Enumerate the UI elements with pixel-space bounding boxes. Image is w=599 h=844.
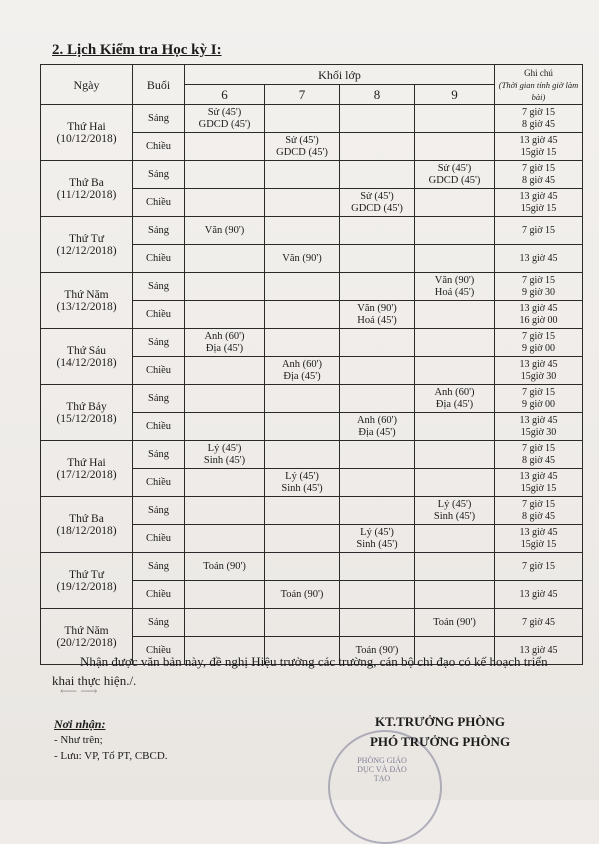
subject-entry: Toán (90') [355,644,399,656]
day-date: (13/12/2018) [56,300,117,313]
subject-cell-g6 [185,357,265,385]
time-note-cell [495,497,583,525]
subject-cell-g9 [415,161,495,189]
subject-cell-g8 [340,385,415,413]
day-name: Thứ Năm [64,624,109,637]
subject-cell-g7 [265,105,340,133]
subject-entry: Văn (90') [204,224,245,236]
header-note-sub: (Thời gian tính giờ làm bài) [498,79,579,102]
time-note-cell [495,301,583,329]
subject-cell-g8 [340,273,415,301]
subject-cell-g6 [185,497,265,525]
subject-entry: Anh (60') [204,330,245,342]
time-note-cell [495,553,583,581]
time-entry: 13 giờ 45 [519,414,558,426]
header-note [495,65,583,105]
subject-entry: Sử (45') [437,162,472,174]
session-cell: Sáng [133,609,185,637]
subject-entry: Sinh (45') [203,454,246,466]
subject-entry: Lý (45') [207,442,242,454]
time-entry: 7 giờ 15 [521,224,556,236]
table-row [41,329,583,357]
subject-cell-g7 [265,273,340,301]
table-row [41,161,583,189]
subject-cell-g6 [185,189,265,217]
subject-cell-g9 [415,441,495,469]
session-cell: Sáng [133,441,185,469]
time-entry: 15giờ 15 [520,538,557,550]
sign-title-1: KT.TRƯỞNG PHÒNG [375,714,505,729]
subject-cell-g9 [415,273,495,301]
subject-cell-g7 [265,357,340,385]
time-note-cell [495,245,583,273]
day-date: (19/12/2018) [56,580,117,593]
day-cell [41,217,133,273]
time-entry: 13 giờ 45 [519,302,558,314]
session-cell: Chiều [133,189,185,217]
subject-cell-g7 [265,133,340,161]
closing-paragraph: Nhận được văn bản này, đề nghị Hiệu trưởng các trường, cán bộ chỉ đạo có kế hoạch triển khai thực hiện./. [52,654,548,688]
time-entry: 7 giờ 15 [521,106,556,118]
subject-cell-g6 [185,105,265,133]
header-day: Ngày [41,65,133,105]
subject-entry: Sinh (45') [281,482,323,494]
subject-cell-g8 [340,217,415,245]
subject-cell-g7 [265,497,340,525]
session-cell: Chiều [133,413,185,441]
subject-cell-g8 [340,413,415,441]
time-entry: 9 giờ 00 [521,342,556,354]
time-entry: 8 giờ 45 [521,454,556,466]
table-row [41,217,583,245]
subject-cell-g9 [415,357,495,385]
day-cell [41,273,133,329]
sign-title-2: PHÓ TRƯỞNG PHÒNG [369,734,511,749]
subject-entry: Lý (45') [285,470,319,482]
time-entry: 15giờ 15 [520,482,557,494]
time-note-cell [495,413,583,441]
time-note-cell [495,357,583,385]
time-entry: 13 giờ 45 [519,588,558,600]
session-cell: Sáng [133,329,185,357]
time-entry: 8 giờ 45 [521,174,556,186]
subject-cell-g8 [340,105,415,133]
subject-cell-g8 [340,133,415,161]
time-entry: 15giờ 15 [520,146,557,158]
day-cell [41,161,133,217]
subject-cell-g8 [340,441,415,469]
day-cell [41,441,133,497]
day-cell [41,105,133,161]
subject-cell-g9 [415,469,495,497]
subject-entry: Hoá (45') [357,314,397,326]
subject-cell-g7 [265,301,340,329]
subject-entry: Anh (60') [434,386,475,398]
subject-cell-g6 [185,161,265,189]
table-row [41,273,583,301]
subject-entry: Địa (45') [205,342,244,354]
exam-schedule-table [40,64,583,665]
subject-entry: Anh (60') [281,358,323,370]
day-date: (12/12/2018) [56,244,117,257]
subject-cell-g9 [415,497,495,525]
subject-cell-g6 [185,245,265,273]
subject-cell-g6 [185,413,265,441]
subject-cell-g6 [185,301,265,329]
day-name: Thứ Năm [64,288,109,301]
subject-entry: GDCD (45') [428,174,481,186]
day-cell [41,553,133,609]
time-entry: 7 giờ 15 [521,274,556,286]
time-entry: 7 giờ 15 [521,162,556,174]
subject-cell-g9 [415,385,495,413]
subject-cell-g6 [185,469,265,497]
time-note-cell [495,609,583,637]
header-session: Buổi [133,65,185,105]
subject-entry: Địa (45') [358,426,396,438]
time-note-cell [495,105,583,133]
session-cell: Sáng [133,161,185,189]
subject-cell-g8 [340,161,415,189]
day-name: Thứ Hai [67,456,106,469]
subject-cell-g7 [265,553,340,581]
session-cell: Sáng [133,385,185,413]
subject-cell-g8 [340,301,415,329]
subject-entry: Sử (45') [285,134,319,146]
subject-cell-g7 [265,609,340,637]
subject-cell-g6 [185,553,265,581]
subject-cell-g7 [265,385,340,413]
subject-entry: Văn (90') [282,252,322,264]
session-cell: Chiều [133,637,185,665]
header-grade-9: 9 [415,85,495,105]
seal-text: PHÒNG GIÁO DỤC VÀ ĐÀO TẠO [357,756,407,783]
subject-cell-g7 [265,441,340,469]
subject-cell-g9 [415,329,495,357]
session-cell: Chiều [133,133,185,161]
subject-cell-g6 [185,581,265,609]
subject-cell-g6 [185,525,265,553]
subject-cell-g6 [185,441,265,469]
time-note-cell [495,329,583,357]
subject-cell-g7 [265,189,340,217]
time-entry: 9 giờ 30 [521,286,556,298]
header-note-title: Ghi chú [524,67,553,78]
subject-cell-g9 [415,553,495,581]
subject-cell-g8 [340,357,415,385]
time-entry: 15giờ 15 [520,202,557,214]
day-date: (14/12/2018) [56,356,117,369]
table-row [41,441,583,469]
header-grade-8: 8 [340,85,415,105]
time-entry: 15giờ 30 [520,370,557,382]
time-note-cell [495,133,583,161]
day-date: (10/12/2018) [56,132,117,145]
subject-entry: Lý (45') [360,526,394,538]
day-name: Thứ Tư [69,232,104,245]
subject-cell-g8 [340,497,415,525]
day-name: Thứ Sáu [66,344,107,357]
time-entry: 7 giờ 15 [521,386,556,398]
subject-entry: Toán (90') [280,588,324,600]
day-date: (15/12/2018) [56,412,117,425]
day-date: (20/12/2018) [56,636,117,649]
subject-cell-g7 [265,245,340,273]
subject-entry: Địa (45') [435,398,474,410]
time-entry: 8 giờ 45 [521,510,556,522]
day-name: Thứ Hai [67,120,106,133]
subject-cell-g8 [340,245,415,273]
subject-cell-g7 [265,217,340,245]
day-cell [41,385,133,441]
subject-cell-g9 [415,133,495,161]
day-date: (18/12/2018) [56,524,117,537]
subject-cell-g8 [340,609,415,637]
subject-cell-g6 [185,609,265,637]
time-note-cell [495,385,583,413]
time-entry: 9 giờ 00 [521,398,556,410]
subject-cell-g7 [265,329,340,357]
header-grade-group: Khối lớp [185,65,495,85]
session-cell: Chiều [133,245,185,273]
subject-entry: Toán (90') [203,560,246,572]
session-cell: Sáng [133,553,185,581]
day-name: Thứ Ba [69,512,104,525]
session-cell: Chiều [133,581,185,609]
session-cell: Chiều [133,525,185,553]
table-row [41,385,583,413]
subject-cell-g8 [340,581,415,609]
day-cell [41,329,133,385]
day-name: Thứ Ba [69,176,104,189]
subject-cell-g6 [185,133,265,161]
subject-cell-g7 [265,469,340,497]
session-cell: Chiều [133,357,185,385]
header-grade-6: 6 [185,85,265,105]
time-entry: 7 giờ 45 [521,616,556,628]
subject-cell-g9 [415,189,495,217]
session-cell: Chiều [133,469,185,497]
session-cell: Chiều [133,301,185,329]
subject-cell-g9 [415,525,495,553]
time-entry: 13 giờ 45 [519,526,558,538]
time-entry: 13 giờ 45 [519,134,558,146]
section-title: 2. Lịch Kiểm tra Học kỳ I: [52,42,222,58]
session-cell: Sáng [133,217,185,245]
time-entry: 8 giờ 45 [521,118,556,130]
recipient-item: - Như trên; [54,734,103,746]
recipient-item: - Lưu: VP, Tổ PT, CBCD. [54,750,168,762]
time-entry: 13 giờ 45 [519,358,558,370]
subject-cell-g8 [340,329,415,357]
subject-cell-g7 [265,413,340,441]
recipients-block [54,716,168,764]
day-name: Thứ Tư [69,568,104,581]
subject-cell-g6 [185,329,265,357]
time-entry: 13 giờ 45 [519,470,558,482]
subject-cell-g6 [185,217,265,245]
schedule-body [41,105,583,665]
session-cell: Sáng [133,273,185,301]
time-note-cell [495,525,583,553]
subject-cell-g9 [415,581,495,609]
time-entry: 7 giờ 15 [521,330,556,342]
table-row [41,497,583,525]
subject-cell-g9 [415,105,495,133]
subject-entry: GDCD (45') [198,118,251,130]
time-note-cell [495,469,583,497]
table-row [41,105,583,133]
day-date: (11/12/2018) [56,188,117,201]
subject-entry: Sinh (45') [433,510,476,522]
time-note-cell [495,161,583,189]
time-entry: 7 giờ 15 [521,442,556,454]
table-row [41,553,583,581]
time-entry: 16 giờ 00 [519,314,558,326]
day-name: Thứ Bảy [66,400,107,413]
subject-entry: Anh (60') [356,414,398,426]
subject-entry: Văn (90') [434,274,475,286]
subject-entry: Sinh (45') [356,538,398,550]
time-entry: 13 giờ 45 [519,190,558,202]
subject-entry: Văn (90') [357,302,397,314]
bleed-through-text: ⟵ ⟶ [60,684,98,698]
subject-cell-g8 [340,189,415,217]
subject-entry: Toán (90') [433,616,476,628]
subject-entry: Sử (45') [207,106,242,118]
time-entry: 15giờ 30 [520,426,557,438]
recipients-label: Nơi nhận: [54,717,106,731]
time-entry: 7 giờ 15 [521,498,556,510]
subject-cell-g8 [340,469,415,497]
time-note-cell [495,581,583,609]
time-note-cell [495,189,583,217]
header-grade-7: 7 [265,85,340,105]
subject-entry: Lý (45') [437,498,472,510]
subject-cell-g7 [265,581,340,609]
day-cell [41,497,133,553]
subject-cell-g9 [415,245,495,273]
session-cell: Sáng [133,105,185,133]
subject-entry: GDCD (45') [351,202,403,214]
session-cell: Sáng [133,497,185,525]
subject-cell-g8 [340,553,415,581]
subject-cell-g7 [265,525,340,553]
time-note-cell [495,441,583,469]
time-entry: 13 giờ 45 [519,252,558,264]
subject-cell-g6 [185,385,265,413]
subject-cell-g9 [415,413,495,441]
day-date: (17/12/2018) [56,468,117,481]
signature-block [340,712,540,752]
subject-entry: Địa (45') [283,370,321,382]
subject-entry: GDCD (45') [276,146,328,158]
time-entry: 13 giờ 45 [519,644,558,656]
time-entry: 7 giờ 15 [521,560,556,572]
subject-entry: Hoá (45') [434,286,475,298]
subject-cell-g9 [415,217,495,245]
table-row [41,609,583,637]
subject-entry: Sử (45') [360,190,394,202]
time-note-cell [495,217,583,245]
subject-cell-g6 [185,273,265,301]
subject-cell-g7 [265,161,340,189]
time-note-cell [495,273,583,301]
subject-cell-g9 [415,609,495,637]
subject-cell-g9 [415,301,495,329]
subject-cell-g8 [340,525,415,553]
